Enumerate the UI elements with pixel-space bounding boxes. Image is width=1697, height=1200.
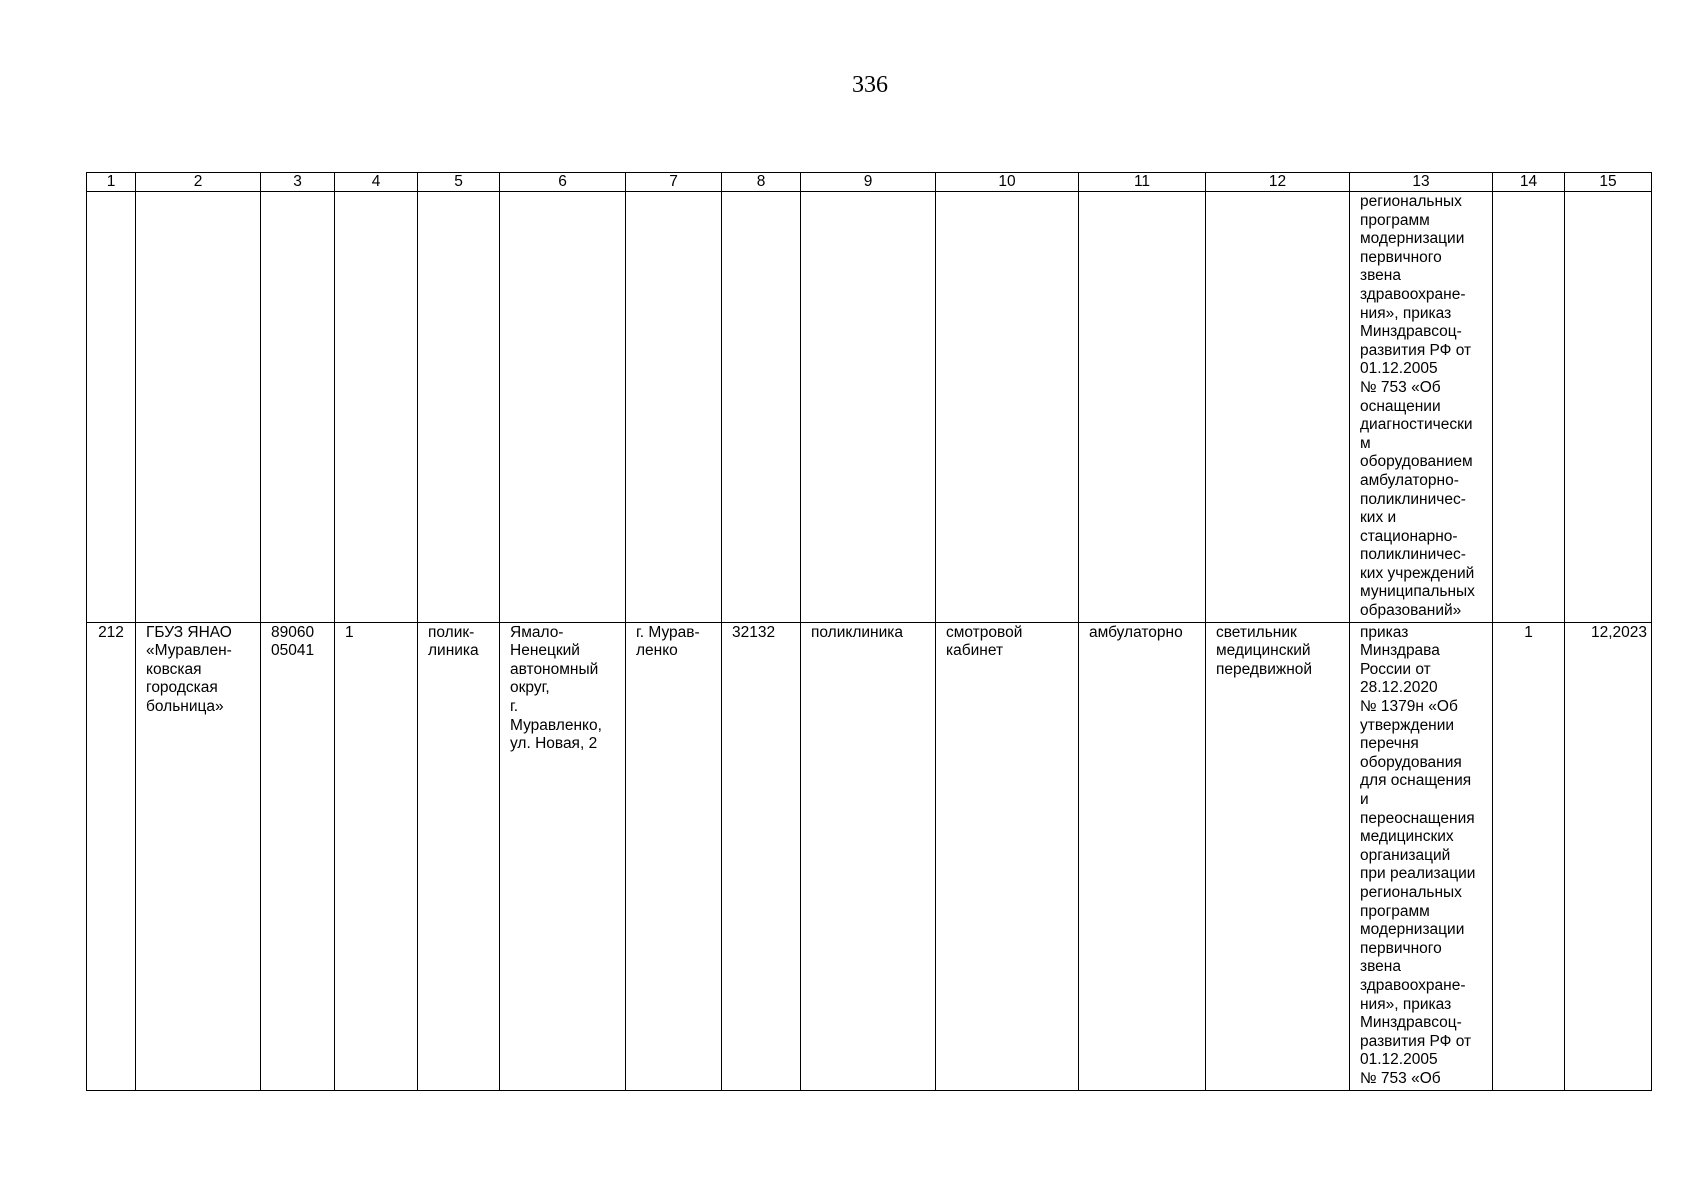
table-cell <box>1079 192 1206 623</box>
table-cell <box>801 192 936 623</box>
table-cell: 1 <box>335 622 418 1090</box>
table-cell <box>722 192 801 623</box>
regulation-cell: региональных программ модернизации первичного звена здравоохране- ния», приказ Минздравсоц- развития РФ от 01.12.2005 № 753 «Об оснащении диагностически м оборудованием амбулаторно- поликлиничес- ких и стационарно- поликлиничес- ких учреждений муниципальных образований» <box>1350 192 1493 623</box>
table-cell <box>335 192 418 623</box>
table-row-continuation <box>87 192 1652 623</box>
table-cell <box>136 192 261 623</box>
equipment-cell: светильник медицинский передвижной <box>1206 622 1350 1090</box>
table-cell <box>1206 192 1350 623</box>
column-header: 2 <box>136 173 261 192</box>
column-header: 7 <box>626 173 722 192</box>
quantity-cell: 1 <box>1493 622 1565 1090</box>
column-header: 8 <box>722 173 801 192</box>
city-cell: г. Мурав- ленко <box>626 622 722 1090</box>
column-header: 4 <box>335 173 418 192</box>
code-cell: 32132 <box>722 622 801 1090</box>
table-header-row <box>87 173 1652 192</box>
table-cell <box>261 192 335 623</box>
table-cell <box>418 192 500 623</box>
column-header: 3 <box>261 173 335 192</box>
table-cell <box>1493 192 1565 623</box>
organization-cell: ГБУЗ ЯНАО «Муравлен- ковская городская больница» <box>136 622 261 1090</box>
address-cell: Ямало- Ненецкий автономный округ, г. Муравленко, ул. Новая, 2 <box>500 622 626 1090</box>
column-header: 5 <box>418 173 500 192</box>
table-cell <box>87 192 136 623</box>
inn-cell: 89060 05041 <box>261 622 335 1090</box>
column-header: 6 <box>500 173 626 192</box>
row-number-cell: 212 <box>87 622 136 1090</box>
column-header: 12 <box>1206 173 1350 192</box>
department-cell: поликлиника <box>801 622 936 1090</box>
table-row <box>87 622 1652 1090</box>
column-header: 11 <box>1079 173 1206 192</box>
table-cell <box>936 192 1079 623</box>
facility-type-cell: полик- линика <box>418 622 500 1090</box>
room-cell: смотровой кабинет <box>936 622 1079 1090</box>
table-cell <box>626 192 722 623</box>
page-number: 336 <box>852 72 888 98</box>
column-header: 10 <box>936 173 1079 192</box>
equipment-table <box>86 172 1652 1091</box>
column-header: 14 <box>1493 173 1565 192</box>
table-cell <box>500 192 626 623</box>
regulation-cell: приказ Минздрава России от 28.12.2020 № 1379н «Об утверждении перечня оборудования для оснащения и переоснащения медицинских организаций при реализации региональных программ модернизации первичного звена здравоохране- ния», приказ Минздравсоц- развития РФ от 01.12.2005 № 753 «Об <box>1350 622 1493 1090</box>
column-header: 13 <box>1350 173 1493 192</box>
table-cell <box>1565 192 1652 623</box>
care-conditions-cell: амбулаторно <box>1079 622 1206 1090</box>
column-header: 9 <box>801 173 936 192</box>
date-cell: 12,2023 <box>1565 622 1652 1090</box>
column-header: 15 <box>1565 173 1652 192</box>
column-header: 1 <box>87 173 136 192</box>
